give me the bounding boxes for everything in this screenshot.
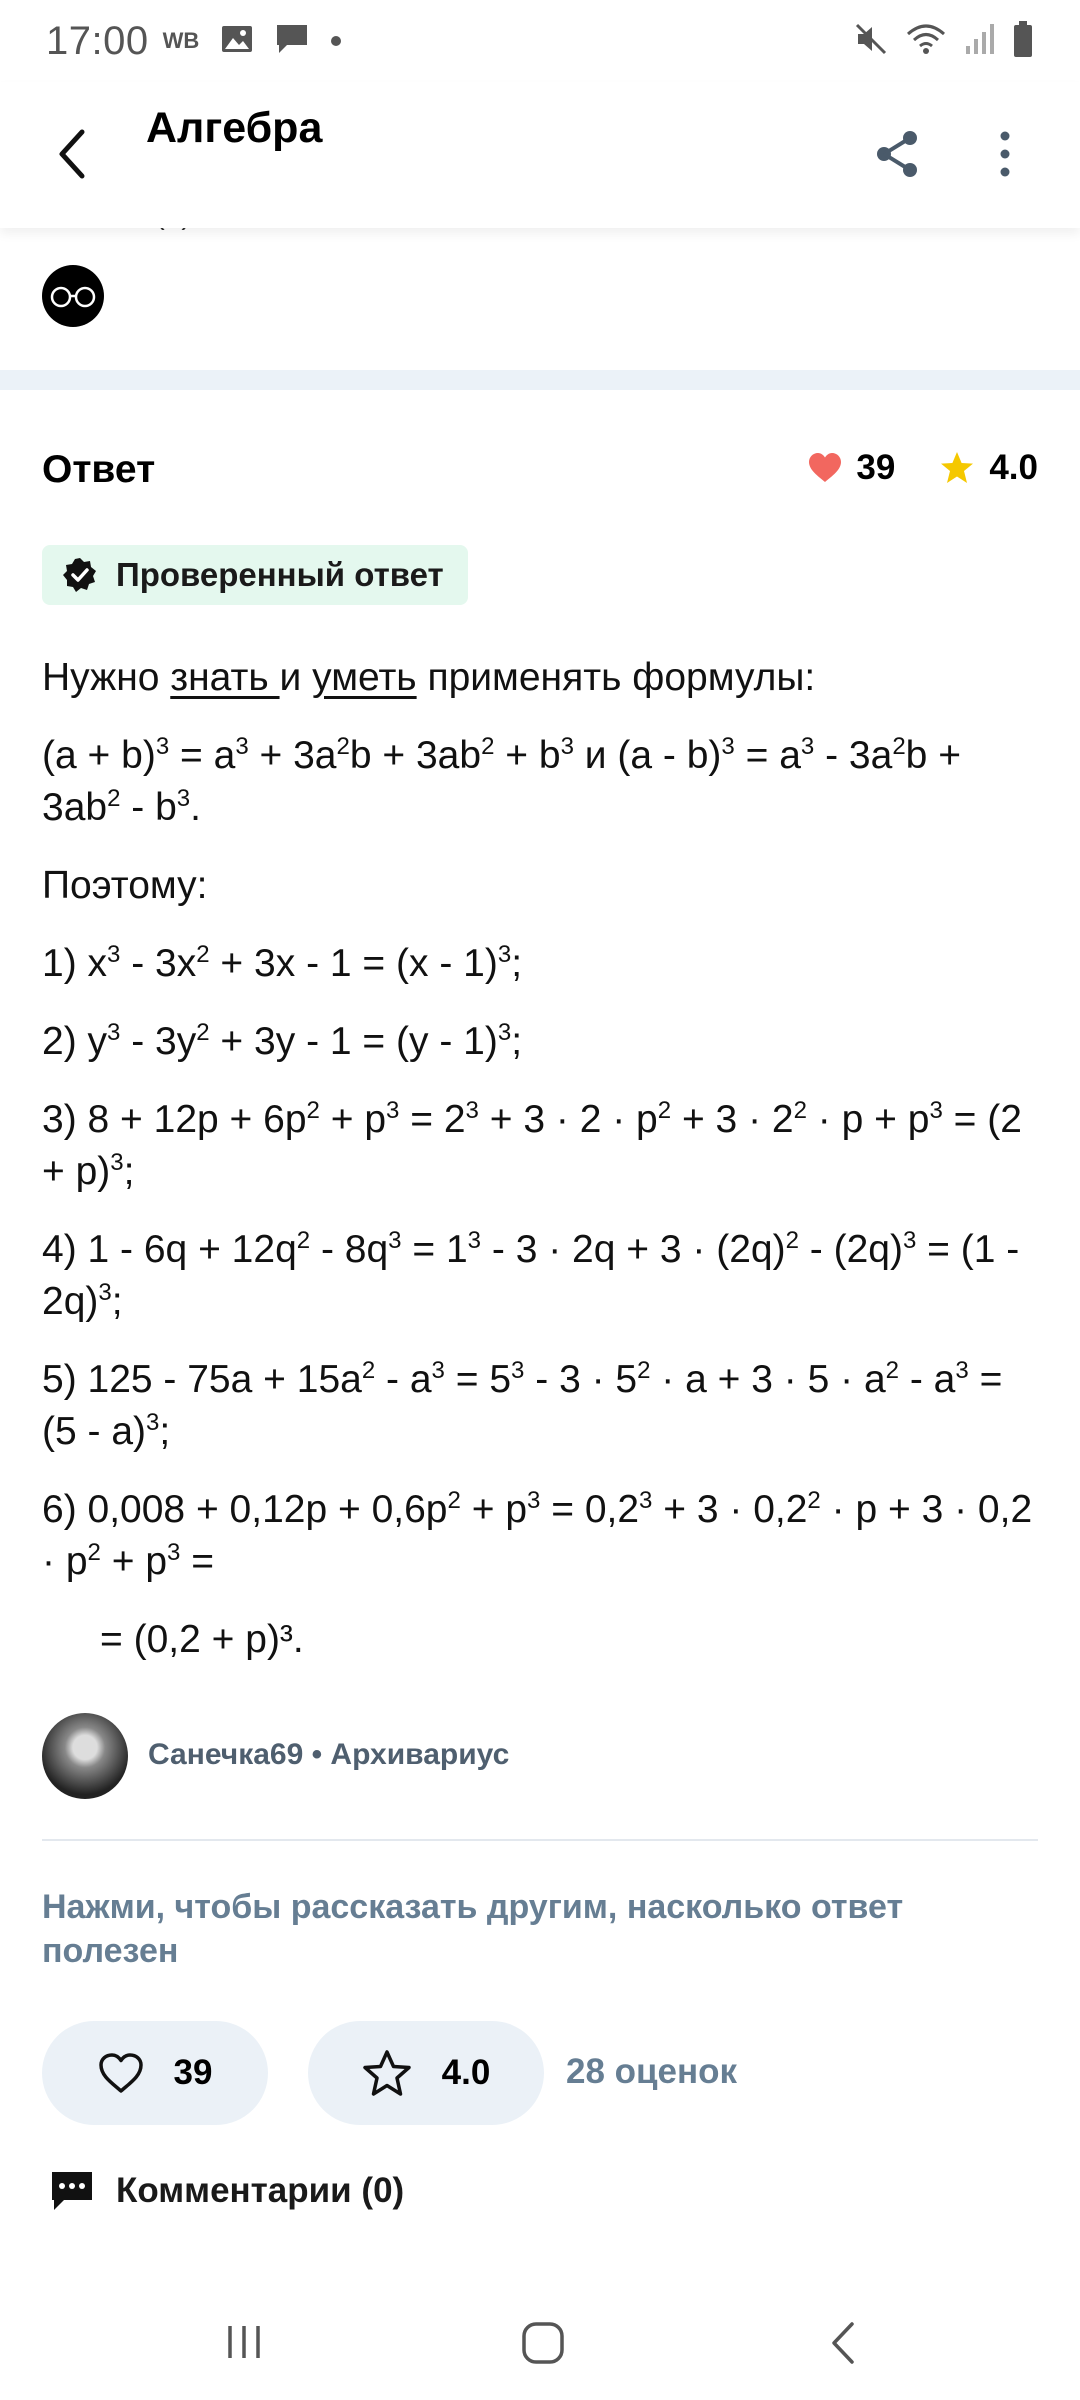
answer-stats <box>808 448 1038 488</box>
heart-icon <box>808 452 842 484</box>
like-button[interactable] <box>42 2021 268 2125</box>
app-bar <box>0 82 1080 228</box>
system-back-button[interactable] <box>826 2320 862 2371</box>
verified-check-icon <box>62 557 98 593</box>
reader-avatar[interactable] <box>42 265 104 327</box>
rating-value: 4.0 <box>989 448 1038 487</box>
page-title: Алгебра <box>146 104 323 152</box>
carrier-badge: WB <box>162 28 200 53</box>
like-count: 39 <box>173 2053 213 2092</box>
back-icon <box>826 2320 862 2366</box>
recent-apps-button[interactable] <box>222 2320 266 2369</box>
answer-title: Ответ <box>42 448 156 491</box>
item-3: 3) $8 + 12p + 6p^2 + p^3 = 2^3 + 3 \cdot 2 \cdot p^2 + 3 \cdot 2^2 \cdot p + p^3 = (2 + p)^3$; <box>42 1097 1022 1193</box>
comment-icon <box>50 2170 94 2212</box>
therefore-label: Поэтому: <box>42 864 208 907</box>
back-button[interactable] <box>50 124 100 184</box>
likes-count: 39 <box>856 448 896 487</box>
comments-button[interactable] <box>50 2170 404 2212</box>
more-options-button[interactable] <box>990 126 1020 182</box>
feedback-prompt: Нажми, чтобы рассказать другим, насколько ответ полезен <box>42 1888 904 1970</box>
item-1: 1) $x^3 - 3x^2 + 3x - 1 = (x - 1)^3$; <box>42 941 523 985</box>
item-6-result: = (0,2 + p)³. <box>100 1618 304 1661</box>
share-icon <box>870 126 926 182</box>
verified-label: Проверенный ответ <box>116 556 444 593</box>
system-nav-bar <box>0 2290 1080 2400</box>
home-icon <box>520 2320 566 2366</box>
rating-value-button: 4.0 <box>441 2053 491 2092</box>
battery-icon <box>1012 20 1034 63</box>
signal-icon <box>964 22 994 61</box>
link-znat[interactable]: знать <box>170 656 280 699</box>
item-2: 2) $y^3 - 3y^2 + 3y - 1 = (y - 1)^3$; <box>42 1019 523 1063</box>
notification-dot-icon <box>331 36 341 46</box>
recent-apps-icon <box>222 2320 266 2364</box>
rating-stat <box>939 448 1038 488</box>
message-icon <box>275 23 309 60</box>
verified-answer-badge <box>42 545 468 605</box>
star-icon <box>939 450 975 486</box>
rate-button[interactable] <box>308 2021 544 2125</box>
divider <box>42 1839 1038 1841</box>
likes-stat <box>808 448 895 488</box>
author-avatar[interactable] <box>42 1713 128 1799</box>
star-outline-icon <box>362 2049 412 2097</box>
link-umet[interactable]: уметь <box>312 656 417 699</box>
section-divider <box>0 370 1080 390</box>
mute-icon <box>854 22 888 61</box>
chevron-left-icon <box>50 124 100 184</box>
item-5: 5) $125 - 75a + 15a^2 - a^3 = 5^3 - 3 \cdot 5^2 \cdot a + 3 \cdot 5 \cdot a^2 - a^3 = (5 - a)^3$; <box>42 1357 1003 1453</box>
home-button[interactable] <box>520 2320 566 2371</box>
item-4: 4) $1 - 6q + 12q^2 - 8q^3 = 1^3 - 3 \cdot 2q + 3 \cdot (2q)^2 - (2q)^3 = (1 - 2q)^3$; <box>42 1227 1020 1323</box>
wifi-icon <box>906 22 946 61</box>
heart-outline-icon <box>98 2052 144 2094</box>
item-6: 6) $0,008 + 0,12p + 0,6p^2 + p^3 = 0,2^3 + 3 \cdot 0,2^2 \cdot p + 3 \cdot 0,2 \cdot p^2 + p^3$ = <box>42 1487 1033 1583</box>
answer-intro: Нужно знать и уметь применять формулы: <box>42 656 816 699</box>
gallery-icon <box>221 25 253 58</box>
author-name-rank[interactable]: Санечка69 • Архивариус <box>148 1738 510 1771</box>
ratings-count: 28 оценок <box>566 2052 738 2091</box>
more-vertical-icon <box>990 126 1020 182</box>
glasses-icon <box>48 281 98 311</box>
answer-body <box>42 652 1042 1692</box>
status-time: 17:00 <box>46 18 149 63</box>
comments-label: Комментарии (0) <box>116 2171 405 2210</box>
share-button[interactable] <box>870 126 926 182</box>
status-bar <box>0 0 1080 82</box>
formula-line: $(a + b)^3 = a^3 + 3a^2b + 3ab^2 + b^3$ и $(a - b)^3 = a^3 - 3a^2b + 3ab^2 - b^3$. <box>42 733 961 829</box>
